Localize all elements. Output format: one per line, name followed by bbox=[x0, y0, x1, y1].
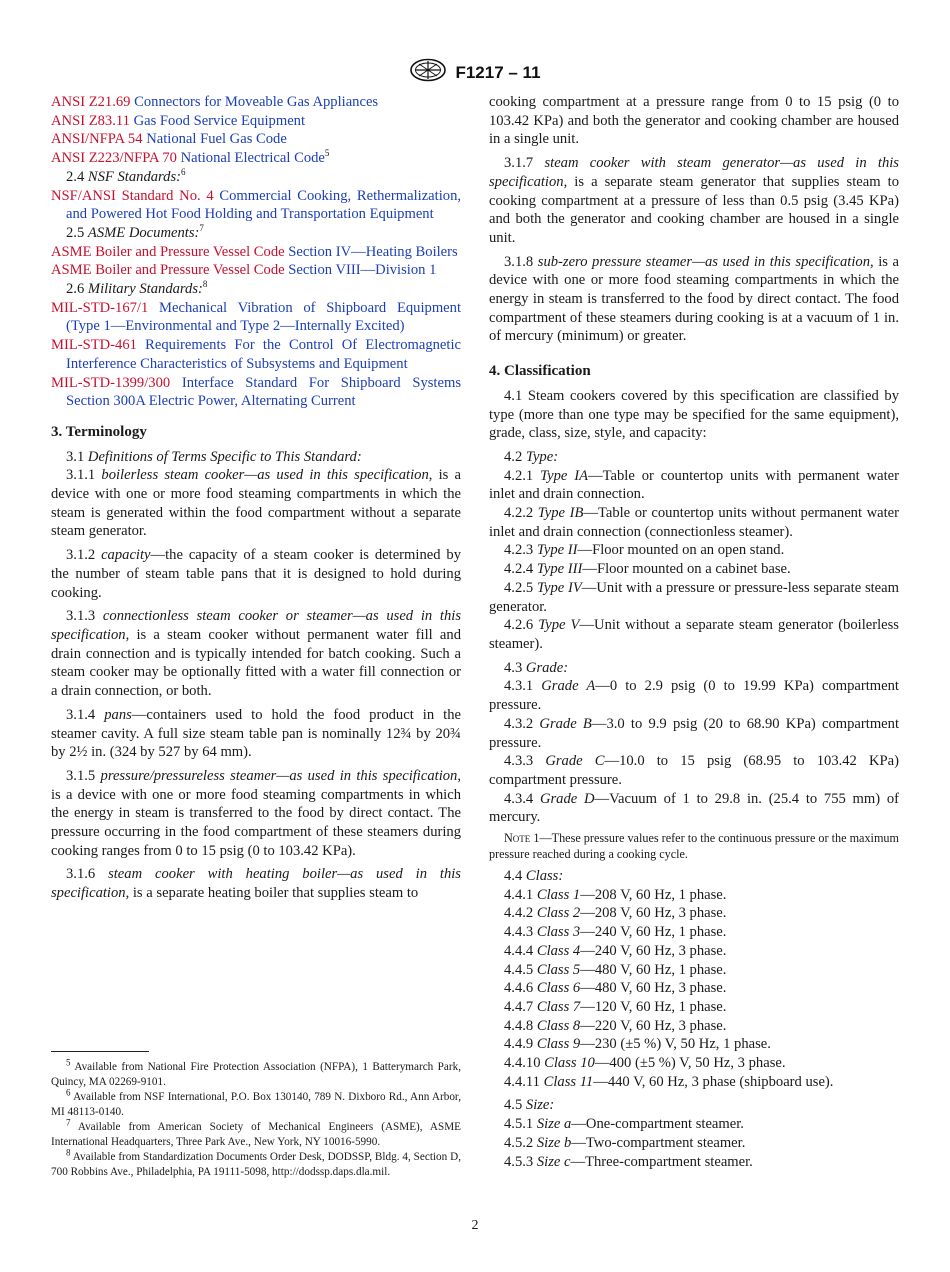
para-3-1-2: 3.1.2 capacity—the capacity of a steam cooker is determined by the number of steam table pans that it is designed to hold during cooking. bbox=[51, 547, 461, 601]
footnote-item: $^7$ Available from American Society of Mechanical Engineers (ASME), ASME International Headquarters, Three Park Ave., New York, NY 10016-5990. bbox=[51, 1117, 461, 1148]
grade-item: 4.3.2 Grade B—3.0 to 9.9 psig (20 to 68.90 KPa) compartment pressure. bbox=[489, 715, 900, 751]
reference-nsf[interactable]: NSF/ANSI Standard No. 4 Commercial Cooking, Rethermalization, and Powered Hot Food Holding and Transportation Equipment bbox=[51, 187, 462, 223]
grade-item: 4.3.4 Grade D—Vacuum of 1 to 29.8 in. (25.4 to 755 mm) of mercury. bbox=[489, 790, 900, 826]
para-4-5: 4.5 Size: bbox=[504, 1097, 555, 1114]
document-designation: F1217 – 11 bbox=[455, 62, 541, 82]
footnote-item: $^6$ Available from NSF International, P.O. Box 130140, 789 N. Dixboro Rd., Ann Arbor, MI 48113-0140. bbox=[51, 1087, 461, 1118]
class-item: 4.4.1 Class 1—208 V, 60 Hz, 1 phase. bbox=[504, 886, 727, 903]
reference-mil-2[interactable]: MIL-STD-461 Requirements For the Control Of Electromagnetic Interference Characteristics of Subsystems and Equipment bbox=[51, 337, 461, 372]
section-2-6: 2.6 Military Standards:$^8$ bbox=[66, 279, 208, 298]
para-3-1-1: 3.1.1 boilerless steam cooker—as used in this specification, is a device with one or more food steaming compartments in which the steam is generated within the food compartment without a separate steam generator. bbox=[51, 467, 461, 540]
reference-item[interactable]: ANSI Z223/NFPA 70 National Electrical Code$^5$ bbox=[51, 148, 330, 167]
reference-mil-3[interactable]: MIL-STD-1399/300 Interface Standard For Shipboard Systems Section 300A Electric Power, Alternating Current bbox=[51, 374, 461, 410]
grade-item: 4.3.1 Grade A—0 to 2.9 psig (0 to 19.99 KPa) compartment pressure. bbox=[489, 678, 899, 714]
class-item: 4.4.2 Class 2—208 V, 60 Hz, 3 phase. bbox=[504, 905, 727, 922]
para-4-2: 4.2 Type: bbox=[504, 448, 559, 465]
reference-asme-1[interactable]: ASME Boiler and Pressure Vessel Code Section IV—Heating Boilers bbox=[51, 243, 458, 260]
class-item: 4.4.11 Class 11—440 V, 60 Hz, 3 phase (shipboard use). bbox=[504, 1073, 834, 1090]
para-3-1-8: 3.1.8 sub-zero pressure steamer—as used in this specification, is a device with one or more food steaming compartments in which the energy in steam is transferred to the food by direct contact. The food compartment of these steamers during cooking is at a vacuum of 1 in. of mercury (minimum) or greater. bbox=[489, 253, 899, 345]
type-item: 4.2.5 Type IV—Unit with a pressure or pressure-less separate steam generator. bbox=[489, 579, 899, 615]
size-item: 4.5.1 Size a—One-compartment steamer. bbox=[504, 1116, 744, 1133]
para-4-1: 4.1 Steam cookers covered by this specification are classified by type (more than one type may be specified for the same equipment), grade, class, size, style, and capacity: bbox=[489, 387, 899, 442]
footnote-item: $^8$ Available from Standardization Documents Order Desk, DODSSP, Bldg. 4, Section D, 700 Robbins Ave., Philadelphia, PA 19111-5098, http://dodssp.daps.dla.mil. bbox=[51, 1147, 461, 1178]
section-2-5: 2.5 ASME Documents:$^7$ bbox=[66, 223, 204, 241]
para-3-1-3: 3.1.3 connectionless steam cooker or steamer—as used in this specification, is a steam cooker without permanent water fill and drain connection and is typically intended for batch cooking. Such a steam cooker may be optionally fitted with a water fill connection or a drain connection, or both. bbox=[51, 608, 461, 700]
size-item: 4.5.2 Size b—Two-compartment steamer. bbox=[504, 1134, 746, 1151]
footnote-divider bbox=[51, 1051, 149, 1052]
para-3-1-5: 3.1.5 pressure/pressureless steamer—as used in this specification, is a device with one or more food steaming compartments in which the energy in steam is transferred to the food by direct contact. The pressure occurring in the food compartment of these steamers during cooking ranges from 0 to 15 psig (0 to 103.42 KPa). bbox=[51, 767, 461, 859]
grade-item: 4.3.3 Grade C—10.0 to 15 psig (68.95 to 103.42 KPa) compartment pressure. bbox=[489, 753, 899, 788]
class-item: 4.4.10 Class 10—400 (±5 %) V, 50 Hz, 3 phase. bbox=[504, 1055, 786, 1072]
section-heading-terminology: 3. Terminology bbox=[51, 423, 147, 440]
class-item: 4.4.6 Class 6—480 V, 60 Hz, 3 phase. bbox=[504, 980, 727, 997]
para-3-1-6-continued: cooking compartment at a pressure range from 0 to 15 psig (0 to 103.42 KPa) and both the generator and cooking chamber are housed in a single unit. bbox=[489, 94, 899, 148]
para-3-1-6: 3.1.6 steam cooker with heating boiler—as used in this specification, is a separate heating boiler that supplies steam to bbox=[51, 866, 461, 902]
para-3-1-4: 3.1.4 pans—containers used to hold the food product in the steamer cavity. A full size steam table pan is nominally 12¾ by 20¾ by 2½ in. (324 by 527 by 64 mm). bbox=[51, 706, 461, 761]
class-item: 4.4.9 Class 9—230 (±5 %) V, 50 Hz, 1 phase. bbox=[504, 1036, 771, 1053]
reference-mil-1[interactable]: MIL-STD-167/1 Mechanical Vibration of Shipboard Equipment (Type 1—Environmental and Type 2—Internally Excited) bbox=[51, 299, 461, 335]
page-number: 2 bbox=[471, 1218, 479, 1233]
note-1: Note 1—These pressure values refer to the continuous pressure or the maximum pressure reached during a cooking cycle. bbox=[489, 831, 899, 862]
class-item: 4.4.8 Class 8—220 V, 60 Hz, 3 phase. bbox=[504, 1017, 727, 1034]
type-item: 4.2.6 Type V—Unit without a separate steam generator (boilerless steamer). bbox=[489, 617, 899, 652]
reference-item[interactable]: ANSI Z83.11 Gas Food Service Equipment bbox=[51, 112, 306, 129]
reference-item[interactable]: ANSI Z21.69 Connectors for Moveable Gas Appliances bbox=[51, 94, 379, 110]
type-item: 4.2.2 Type IB—Table or countertop units without permanent water inlet and drain connection (connectionless steamer). bbox=[489, 505, 899, 540]
para-4-3: 4.3 Grade: bbox=[504, 659, 569, 676]
left-column bbox=[51, 93, 461, 903]
type-item: 4.2.4 Type III—Floor mounted on a cabinet base. bbox=[504, 561, 791, 578]
size-item: 4.5.3 Size c—Three-compartment steamer. bbox=[504, 1153, 753, 1170]
type-item: 4.2.1 Type IA—Table or countertop units with permanent water inlet and drain connection. bbox=[489, 467, 900, 503]
right-column bbox=[489, 93, 899, 1171]
para-3-1: 3.1 Definitions of Terms Specific to This Standard: bbox=[66, 448, 362, 465]
footnotes bbox=[51, 1057, 461, 1180]
class-item: 4.4.7 Class 7—120 V, 60 Hz, 1 phase. bbox=[504, 998, 727, 1015]
class-item: 4.4.5 Class 5—480 V, 60 Hz, 1 phase. bbox=[504, 961, 727, 978]
class-item: 4.4.3 Class 3—240 V, 60 Hz, 1 phase. bbox=[504, 924, 727, 941]
reference-item[interactable]: ANSI/NFPA 54 National Fuel Gas Code bbox=[51, 131, 287, 148]
section-2-4: 2.4 NSF Standards:$^6$ bbox=[66, 166, 186, 185]
type-item: 4.2.3 Type II—Floor mounted on an open stand. bbox=[504, 542, 785, 559]
para-4-4: 4.4 Class: bbox=[504, 868, 564, 885]
astm-logo-icon bbox=[409, 58, 447, 87]
reference-asme-2[interactable]: ASME Boiler and Pressure Vessel Code Section VIII—Division 1 bbox=[51, 262, 437, 279]
class-item: 4.4.4 Class 4—240 V, 60 Hz, 3 phase. bbox=[504, 942, 727, 959]
page-header bbox=[0, 58, 950, 87]
para-3-1-7: 3.1.7 steam cooker with steam generator—as used in this specification, is a separate steam generator that supplies steam to cooking compartment at a pressure of less than 0.5 psig (3.45 KPa) and both the generator and cooking chamber are housed in a single unit. bbox=[489, 155, 899, 246]
footnote-item: $^5$ Available from National Fire Protection Association (NFPA), 1 Batterymarch Park, Quincy, MA 02269-9101. bbox=[51, 1057, 461, 1088]
section-heading-classification: 4. Classification bbox=[489, 363, 591, 380]
